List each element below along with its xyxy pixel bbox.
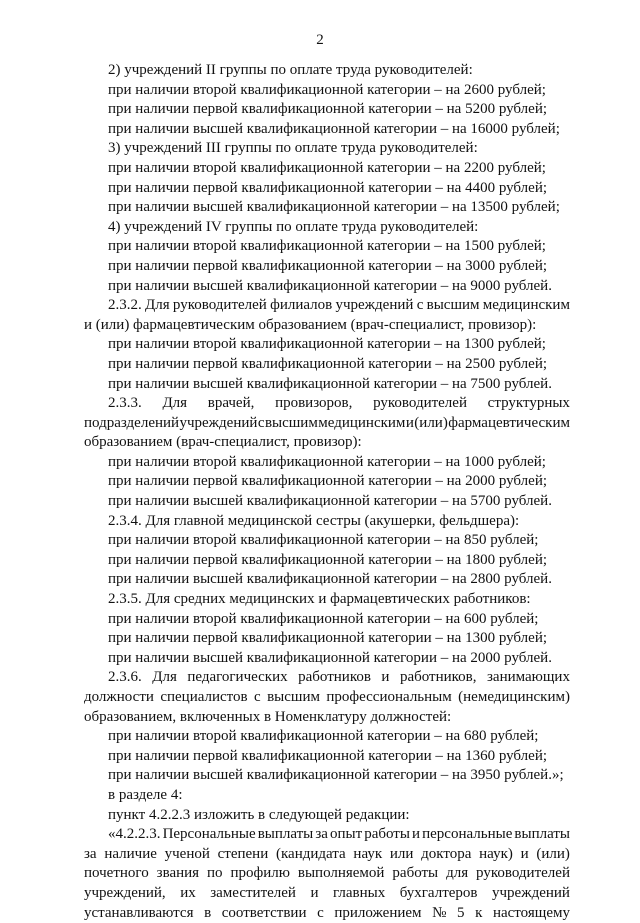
text-line: 4) учреждений IV группы по оплате труда руководителей: [108,218,479,235]
text-line [0,904,640,923]
word: учреждений [179,414,258,431]
word: к [475,904,483,921]
text-line: при наличии второй квалификационной категории – на 1300 рублей; [108,336,546,353]
text-line: при наличии высшей квалификационной категории – на 5700 рублей. [108,493,552,510]
word: опыт [329,826,363,843]
word: соответствии [221,904,307,921]
word: учреждений [335,297,414,314]
word: специалистов [160,689,248,705]
word: звания [156,865,200,882]
word: выполняемой [297,865,385,882]
word: Персональные [162,826,256,843]
word: Для [162,395,188,412]
word: работников, [399,669,477,686]
word: и [405,414,414,431]
document-body [0,61,640,923]
word: фармацевтическим [448,414,570,431]
word: филиалов [270,297,333,314]
word: руководителей [373,395,467,412]
word: высшим [426,297,480,314]
word: с [257,414,265,431]
word: с [416,297,424,314]
word: персональные [422,826,513,843]
text-line: при наличии высшей квалификационной категории – на 13500 рублей; [108,199,560,216]
word: учреждений [492,884,570,901]
text-line [0,884,640,904]
word: по [207,865,223,882]
word: 2.3.3. [108,395,142,412]
text-line: при наличии высшей квалификационной категории – на 2800 рублей. [108,571,552,588]
word: № [432,904,447,921]
text-line: при наличии первой квалификационной категории – на 4400 рублей; [108,179,548,196]
text-line: при наличии высшей квалификационной категории – на 16000 рублей; [108,120,560,137]
text-line: при наличии высшей квалификационной категории – на 9000 рублей. [108,277,552,294]
text-line: при наличии второй квалификационной категории – на 1500 рублей; [108,238,546,255]
text-line [0,864,640,884]
word: главных [332,884,386,901]
word: (немедицинским) [458,689,570,705]
word: работников [298,669,371,686]
word: медицинским [482,297,570,314]
word: наличие [104,845,157,862]
word: в [204,904,212,921]
text-line: пункт 4.2.2.3 изложить в следующей редакции: [108,806,410,823]
word: наук) [479,845,513,862]
text-line: при наличии второй квалификационной категории – на 2200 рублей; [108,159,546,176]
word: ученой [164,845,210,862]
word: (или) [414,414,448,431]
word: провизоров, [275,395,353,412]
word: занимающих [486,669,570,686]
word: педагогических [187,669,288,686]
text-line: образованием (врач-специалист, провизор): [84,434,362,451]
word: и [381,669,390,686]
text-line: при наличии второй квалификационной категории – на 850 рублей; [108,532,539,549]
text-line: 2.3.5. Для средних медицинских и фармацевтических работников: [108,591,531,608]
word: 2.3.6. [108,669,142,686]
word: медицинским [318,414,406,431]
word: за [315,826,328,843]
text-line [0,296,640,316]
word: работы [392,865,439,882]
text-line: при наличии высшей квалификационной категории – на 7500 рублей. [108,375,552,392]
word: их [180,884,196,901]
text-line: образованием, включенных в Номенклатуру должностей: [84,708,452,725]
word: и [520,845,529,862]
text-line: при наличии высшей квалификационной категории – на 3950 рублей.»; [108,767,564,784]
word: и [412,826,421,843]
text-line: при наличии второй квалификационной категории – на 2600 рублей; [108,81,546,98]
word: устанавливаются [84,904,194,921]
word: доктора [421,845,472,862]
text-line [0,414,640,434]
word: подразделений [84,414,180,431]
word: «4.2.2.3. [108,826,161,843]
word: с [317,904,324,921]
word: Для [145,297,170,314]
text-line: при наличии первой квалификационной категории – на 2000 рублей; [108,473,548,490]
word: бухгалтеров [399,884,478,901]
word: и [310,884,319,901]
word: (кандидата [275,845,346,862]
word: руководителей [476,865,570,882]
word: 2.3.2. [108,297,142,314]
word: заместителей [210,884,296,901]
text-line: 3) учреждений III группы по оплате труда руководителей: [108,140,478,157]
word: профессиональным [326,689,452,705]
text-line: 2.3.4. Для главной медицинской сестры (акушерки, фельдшера): [108,512,520,529]
word: профилю [230,865,290,882]
text-line: при наличии первой квалификационной категории – на 2500 рублей; [108,355,548,372]
word: выплаты [514,826,570,843]
word: (или) [536,845,570,862]
word: врачей, [207,395,255,412]
word: степени [217,845,269,862]
text-line: при наличии второй квалификационной категории – на 680 рублей; [108,728,539,745]
word: приложением [334,904,422,921]
text-line [0,668,640,688]
word: высшим [264,414,318,431]
word: настоящему [492,904,570,921]
text-line: при наличии первой квалификационной категории – на 3000 рублей; [108,257,548,274]
text-line: при наличии первой квалификационной категории – на 1360 рублей; [108,747,548,764]
word: с [254,689,261,705]
text-line: 2) учреждений II группы по оплате труда руководителей: [108,62,473,78]
word: должности [84,689,154,705]
word: руководителей [172,297,267,314]
word: учреждений, [84,884,166,901]
text-line [0,394,640,414]
word: работы [364,826,410,843]
word: за [84,845,97,862]
word: структурных [487,395,570,412]
text-line: при наличии высшей квалификационной категории – на 2000 рублей. [108,649,552,666]
text-line: при наличии первой квалификационной категории – на 5200 рублей; [108,101,548,118]
word: почетного [84,865,149,882]
text-line: при наличии первой квалификационной категории – на 1300 рублей; [108,630,548,647]
text-line: в разделе 4: [108,786,183,803]
word: высшим [267,689,320,705]
page-number: 2 [316,32,324,48]
text-line [0,845,640,865]
text-line: при наличии второй квалификационной категории – на 600 рублей; [108,610,539,627]
word: Для [152,669,177,686]
text-line [0,688,640,708]
word: 5 [457,904,465,921]
text-line: и (или) фармацевтическим образованием (врач-специалист, провизор): [84,316,537,333]
text-line: при наличии первой квалификационной категории – на 1800 рублей; [108,551,548,568]
text-line: при наличии второй квалификационной категории – на 1000 рублей; [108,453,546,470]
word: наук [353,845,383,862]
word: выплаты [257,826,314,843]
word: или [389,845,414,862]
word: для [446,865,469,882]
text-line [0,825,640,845]
